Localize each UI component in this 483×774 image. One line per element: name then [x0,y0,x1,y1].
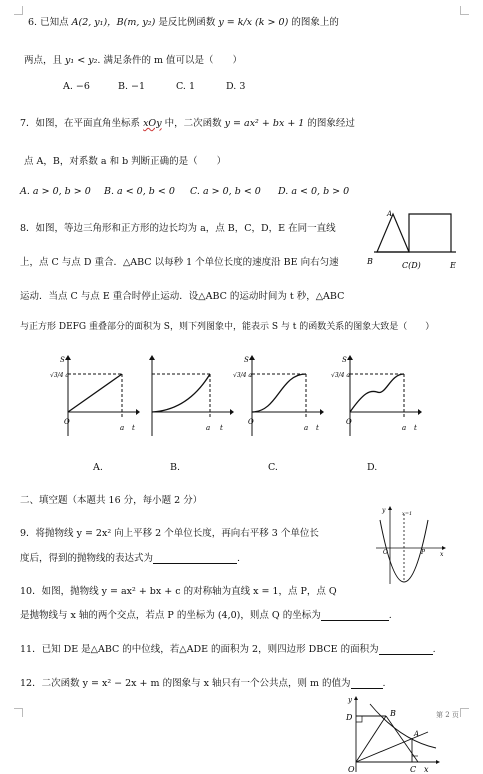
q6-option-b[interactable]: B. −1 [118,81,146,92]
q8-line4: 与正方形 DEFG 重叠部分的面积为 S，则下列图象中，能表示 S 与 t 的函数关系的图象大致是（ ） [20,322,435,332]
q8-graph-a-s: S [60,356,65,364]
q8-graph-b-t: t [220,424,223,432]
q7-option-c[interactable]: C. a > 0, b < 0 [190,186,261,197]
q12-fig-label-x: x [424,765,429,774]
q10-line1: 10．如图，抛物线 y = ax² + bx + c 的对称轴为直线 x = 1，点 P，点 Q [20,586,337,597]
q10-fig-label-y: y [382,507,386,514]
q10-answer-blank[interactable] [321,609,389,621]
q8-graph-a-o: O [64,418,70,426]
q8-fig-label-b: B [367,257,373,266]
q8-graph-c-t: t [316,424,319,432]
q12-fig-label-a: A [414,730,420,738]
q7-line1: 7．如图，在平面直角坐标系 xOy 中，二次函数 y = ax² + bx + 1 的图象经过 [20,118,355,129]
q8-graph-d-t: t [414,424,417,432]
q10-fig-label-x: x [440,551,444,558]
section-2-heading: 二、填空题（本题共 16 分，每小题 2 分） [20,495,203,506]
q8-graph-c [232,352,324,436]
q8-graph-c-o: O [248,418,254,426]
q8-graph-d-o: O [346,418,352,426]
q10-fig-label-x1: x=1 [402,511,413,517]
q9-line1: 9．将抛物线 y = 2x² 向上平移 2 个单位长度，再向右平移 3 个单位长 [20,528,319,539]
q12-answer-blank[interactable] [351,677,383,689]
q6-option-a[interactable]: A. −6 [63,81,90,92]
page-number: 第 2 页 [436,711,459,719]
q9-line2: 度后，得到的抛物线的表达式为 . [20,553,241,564]
q8-graph-d [330,352,422,436]
q8-graph-a-t: t [132,424,135,432]
q8-graph-c-a: a [304,424,309,432]
q10-figure [376,504,446,584]
q8-option-a[interactable]: A. [93,462,103,473]
q8-graph-c-yval: √3/4 a [233,372,252,379]
q8-graph-b-a: a [206,424,211,432]
corner-mark-bl [14,708,23,717]
q12-fig-label-c: C [410,765,417,774]
q8-option-c[interactable]: C. [268,462,278,473]
q8-graph-a-yval: √3/4 a [50,372,69,379]
q12-fig-label-o: O [348,765,355,774]
q6-option-d[interactable]: D. 3 [226,81,246,92]
q11-line1: 11．已知 DE 是△ABC 的中位线，若△ADE 的面积为 2，则四边形 DBCE 的面积为 . [20,644,436,655]
q8-option-b[interactable]: B. [170,462,181,473]
corner-mark-tl [14,6,23,15]
corner-mark-br [460,708,469,717]
q8-option-d[interactable]: D. [367,462,378,473]
q10-fig-label-o: O [383,549,388,556]
q10-fig-label-p: P [421,549,426,556]
q7-option-b[interactable]: B. a < 0, b < 0 [104,186,175,197]
q8-line3: 运动．当点 C 与点 E 重合时停止运动．设△ABC 的运动时间为 t 秒，△ABC [20,291,345,302]
q12-figure [340,696,440,774]
q7-line2: 点 A，B，对系数 a 和 b 判断正确的是（ ） [24,156,227,167]
q8-graph-c-s: S [244,356,249,364]
q8-graph-d-yval: √3/4 a [331,372,350,379]
q8-line1: 8．如图，等边三角形和正方形的边长均为 a，点 B，C，D，E 在同一直线 [20,223,336,234]
q8-graph-a-a: a [120,424,125,432]
q12-fig-label-d: D [346,713,353,722]
q8-graph-b [144,352,234,436]
corner-mark-tr [460,6,469,15]
q8-graph-d-a: a [402,424,407,432]
q6-option-c[interactable]: C. 1 [176,81,196,92]
q7-option-d[interactable]: D. a < 0, b > 0 [278,186,350,197]
q10-line2: 是抛物线与 x 轴的两个交点，若点 P 的坐标为 (4,0)，则点 Q 的坐标为 . [20,610,392,621]
q11-answer-blank[interactable] [379,643,433,655]
q9-answer-blank[interactable] [153,552,237,564]
q8-fig-label-e: E [450,261,456,270]
q8-fig-label-a: A [387,210,393,218]
q12-fig-label-b: B [390,709,396,718]
q6-line1: 6. 已知点 A(2, y₁)，B(m, y₂) 是反比例函数 y = k/x (k > 0) 的图象上的 [28,17,339,28]
q8-figure [366,208,466,274]
q8-graph-d-s: S [342,356,347,364]
q8-fig-label-cd: C(D) [402,261,421,270]
q7-option-a[interactable]: A. a > 0, b > 0 [20,186,91,197]
q6-line2: 两点，且 y₁ < y₂. 满足条件的 m 值可以是（ ） [24,55,242,66]
q12-fig-label-y: y [348,696,352,704]
q8-graph-a [50,352,140,436]
q12-line1: 12．二次函数 y = x² − 2x + m 的图象与 x 轴只有一个公共点，则 m 的值为 . [20,678,386,689]
q8-line2: 上，点 C 与点 D 重合．△ABC 以每秒 1 个单位长度的速度沿 BE 向右匀速 [20,257,339,268]
